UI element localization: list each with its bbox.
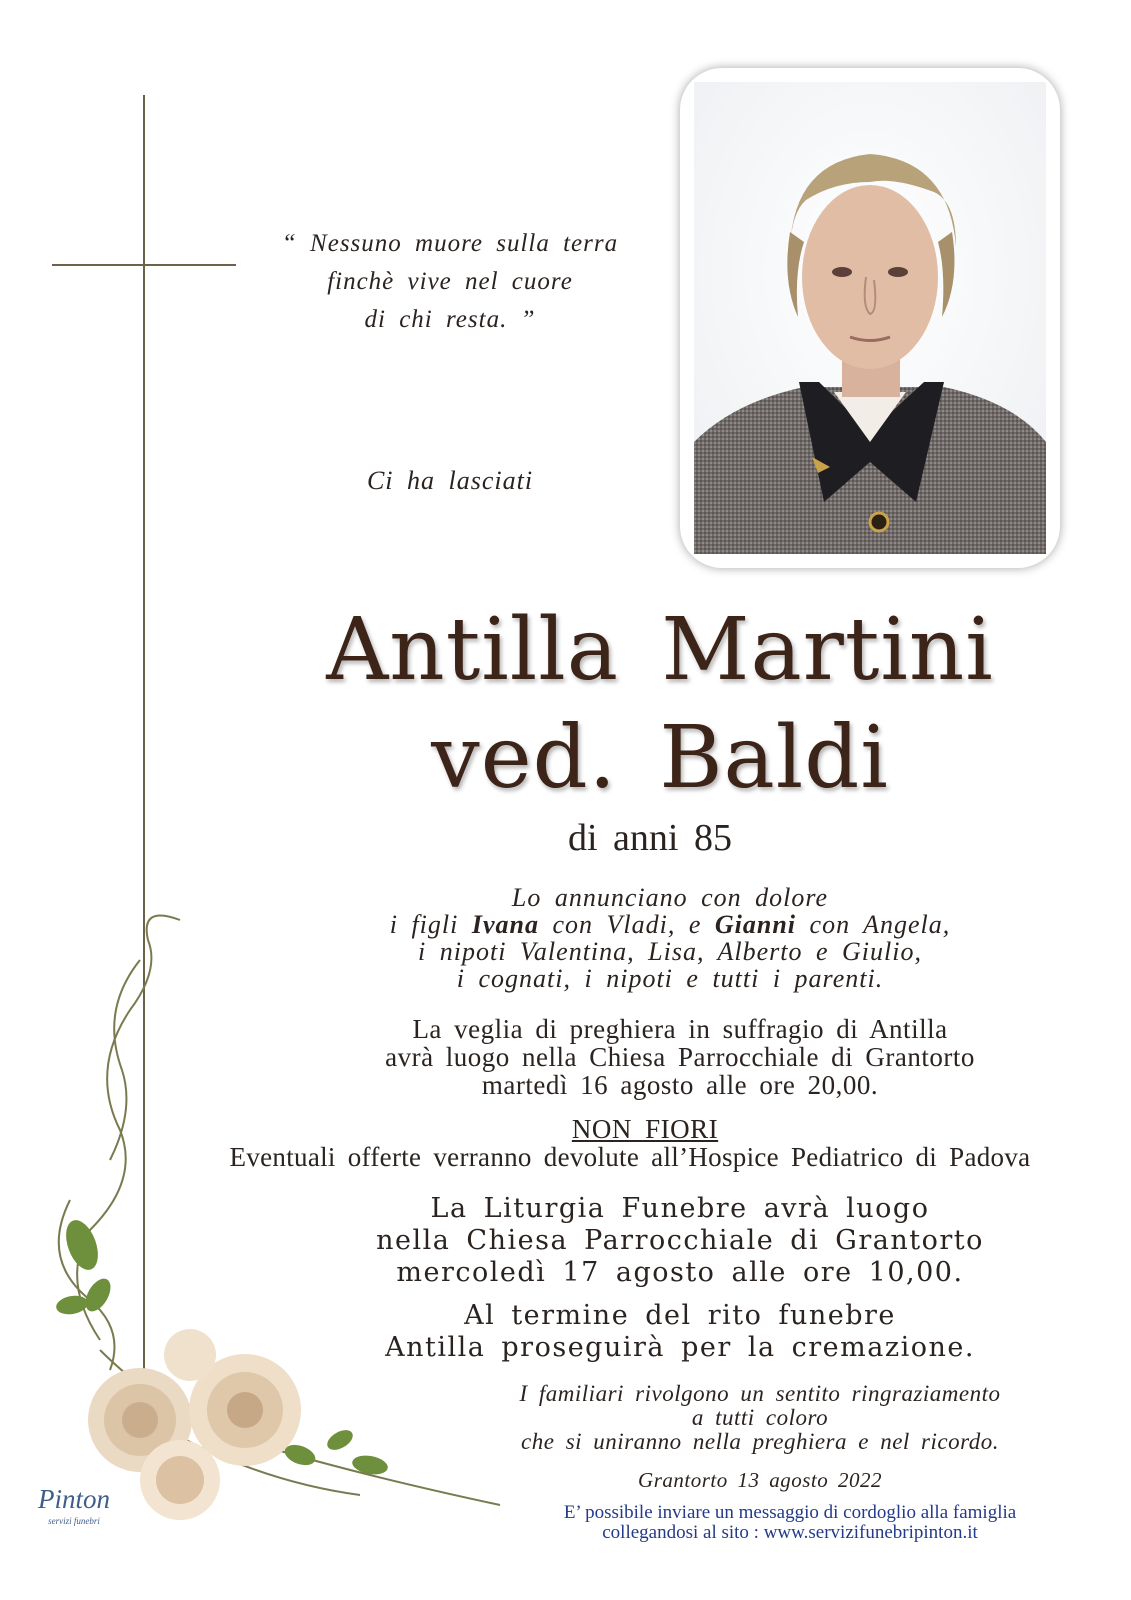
website-link[interactable]: collegandosi al sito : www.servizifunebripinton.it <box>602 1522 978 1543</box>
announcement-line: i nipoti Valentina, Lisa, Alberto e Giulio, <box>418 937 922 966</box>
liturgy-line: nella Chiesa Parrocchiale di Grantorto <box>376 1225 984 1256</box>
rose-flowers-decoration <box>30 900 510 1540</box>
portrait-photo <box>694 82 1046 554</box>
liturgy-line: mercoledì 17 agosto alle ore 10,00. <box>396 1257 964 1288</box>
deceased-name: Antilla Martini <box>326 600 994 700</box>
deceased-married-name: ved. Baldi <box>431 708 889 808</box>
condolence-website-notice <box>500 1503 1080 1543</box>
logo-subtitle: servizi funebri <box>48 1516 100 1526</box>
child-name: Ivana <box>471 910 539 939</box>
quote-line: “ Nessuno muore sulla terra <box>281 230 619 257</box>
cremation-line: Al termine del rito funebre <box>464 1300 896 1331</box>
announcement-line: i cognati, i nipoti e tutti i parenti. <box>456 964 884 993</box>
logo-name: Pinton <box>38 1484 110 1514</box>
thanks-line: a tutti coloro <box>691 1405 829 1430</box>
donations-notice: Eventuali offerte verranno devolute all’Hospice Pediatrico di Padova <box>229 1142 1031 1172</box>
vigil-line: martedì 16 agosto alle ore 20,00. <box>481 1070 879 1100</box>
vigil-line: avrà luogo nella Chiesa Parrocchiale di Grantorto <box>385 1042 975 1072</box>
no-flowers-notice: NON FIORI <box>571 1114 719 1144</box>
announcement-line: Lo annunciano con dolore <box>511 883 829 912</box>
announcement-text: con Vladi, e <box>538 910 715 939</box>
website-line: E’ possibile inviare un messaggio di cordoglio alla famiglia <box>563 1502 1017 1523</box>
thanks-line: che si uniranno nella preghiera e nel ricordo. <box>521 1429 999 1454</box>
pinton-logo <box>22 1478 126 1536</box>
announcement-text: i figli <box>389 910 472 939</box>
vigil-line: La veglia di preghiera in suffragio di Antilla <box>412 1014 948 1044</box>
place-and-date: Grantorto 13 agosto 2022 <box>638 1468 882 1492</box>
deceased-age: di anni 85 <box>568 817 732 859</box>
cremation-line: Antilla proseguirà per la cremazione. <box>385 1332 975 1363</box>
thanks-notice <box>470 1382 1050 1454</box>
quote-line: di chi resta. ” <box>364 306 536 333</box>
quote-line: finchè vive nel cuore <box>327 268 573 295</box>
child-name: Gianni <box>714 910 797 939</box>
memorial-quote <box>250 225 650 339</box>
thanks-line: I familiari rivolgono un sentito ringraziamento <box>519 1381 1001 1406</box>
portrait-photo-frame <box>680 68 1060 568</box>
cross-horizontal-bar <box>52 264 236 266</box>
announcement-text: con Angela, <box>796 910 951 939</box>
intro-text: Ci ha lasciati <box>366 466 534 495</box>
liturgy-line: La Liturgia Funebre avrà luogo <box>430 1193 930 1224</box>
